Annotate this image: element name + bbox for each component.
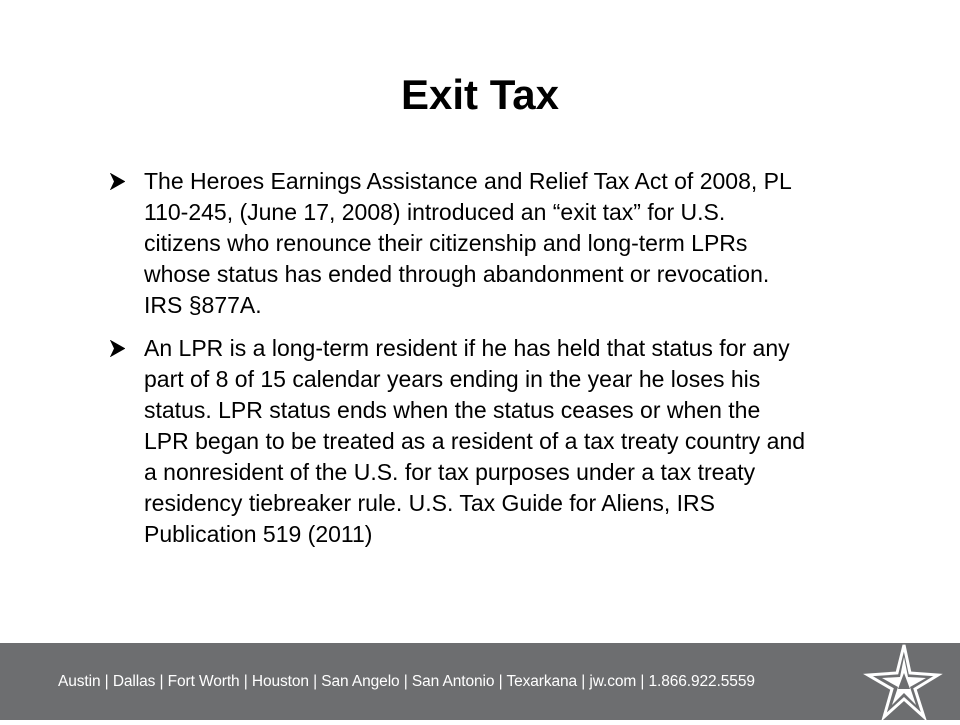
arrowhead-bullet-icon [108,333,128,364]
footer-contact-text: Austin | Dallas | Fort Worth | Houston | San Angelo | San Antonio | Texarkana | jw.com | 1.866.922.5559 [58,673,755,690]
star-logo-icon [858,643,948,720]
bullet-text: An LPR is a long-term resident if he has held that status for any part of 8 of 15 calendar years ending in the year he loses his status. LPR status ends when the status ceases or when the LPR began to be treated as a resident of a tax treaty country and a nonresident of the U.S. for tax purposes under a tax treaty residency tiebreaker rule. U.S. Tax Guide for Aliens, IRS Publication 519 (2011) [144,335,806,547]
bullet-list [108,166,808,562]
bullet-text: The Heroes Earnings Assistance and Relief Tax Act of 2008, PL 110-245, (June 17, 2008) introduced an “exit tax” for U.S. citizens who renounce their citizenship and long-term LPRs whose status has ended through abandonment or revocation. IRS §877A. [144,168,791,318]
slide-title: Exit Tax [401,71,559,118]
bullet-item [108,166,808,321]
bullet-item [108,333,808,550]
arrowhead-bullet-icon [108,166,128,197]
footer-bar [0,643,960,720]
